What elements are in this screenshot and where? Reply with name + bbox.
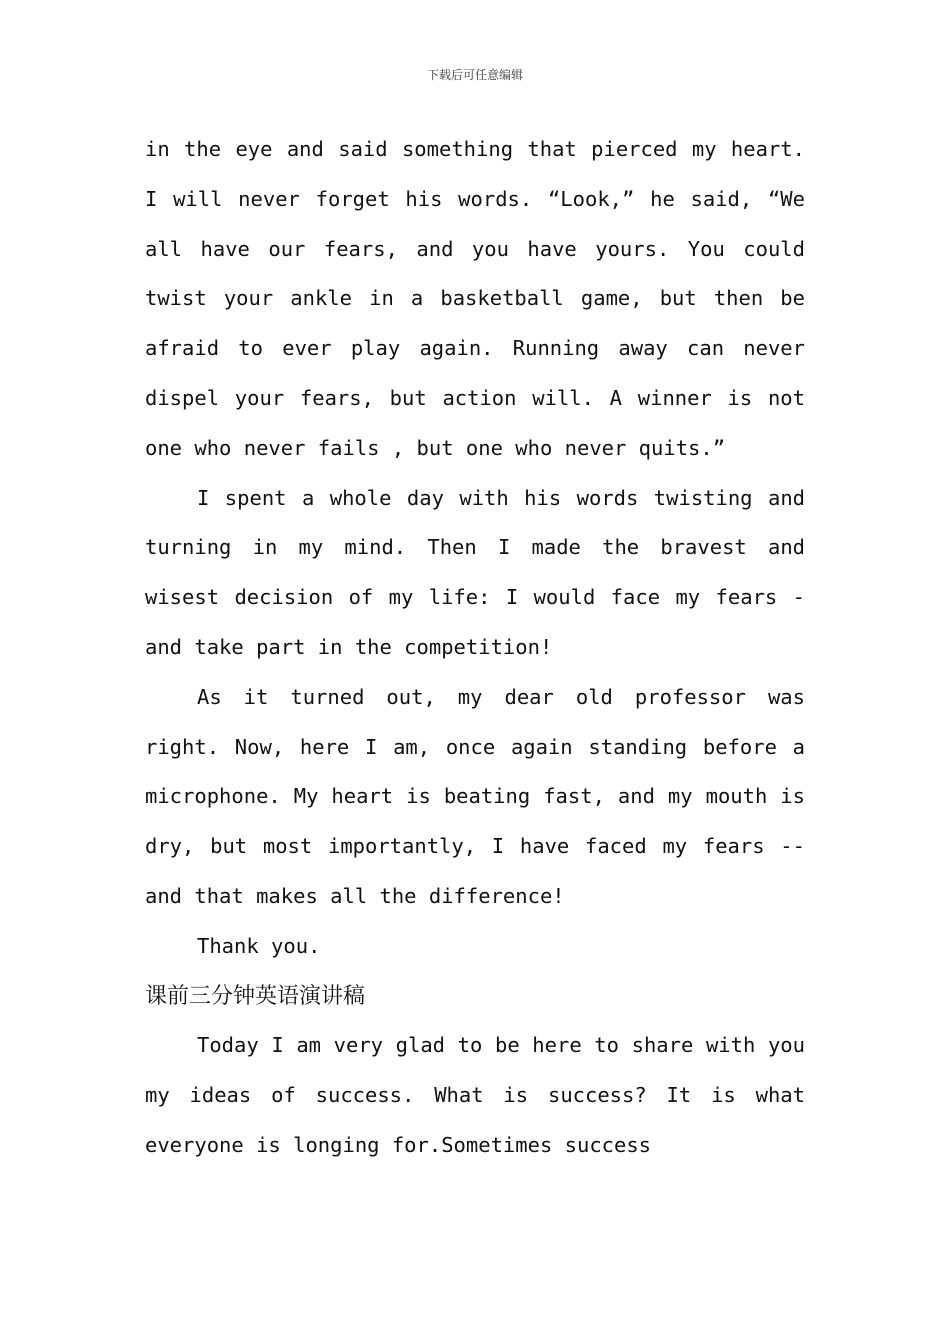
paragraph-4: Thank you. [197, 933, 321, 958]
page-header: 下载后可任意编辑 [426, 68, 523, 82]
paragraph-3: As it turned out, my dear old professor was right. Now, here I am, once again standing before a microphone. My heart is beating fast, and my mouth is dry, but most importantly, I have faced my fears -- and that makes all the difference! [145, 684, 805, 908]
document-body [145, 125, 805, 1171]
paragraph-5: Today I am very glad to be here to share with you my ideas of success. What is success? It is what everyone is longing for.Sometimes success [145, 1033, 805, 1157]
paragraph-1: in the eye and said something that pierced my heart. I will never forget his words. “Look,” he said, “We all have our fears, and you have yours. You could twist your ankle in a basketball game, but then be afraid to ever play again. Running away can never dispel your fears, but action will. A winner is not one who never fails , but one who never quits.” [145, 137, 805, 460]
paragraph-2: I spent a whole day with his words twisting and turning in my mind. Then I made the bravest and wisest decision of my life: I would face my fears - and take part in the competition! [145, 485, 805, 659]
section-heading: 课前三分钟英语演讲稿 [145, 983, 366, 1009]
